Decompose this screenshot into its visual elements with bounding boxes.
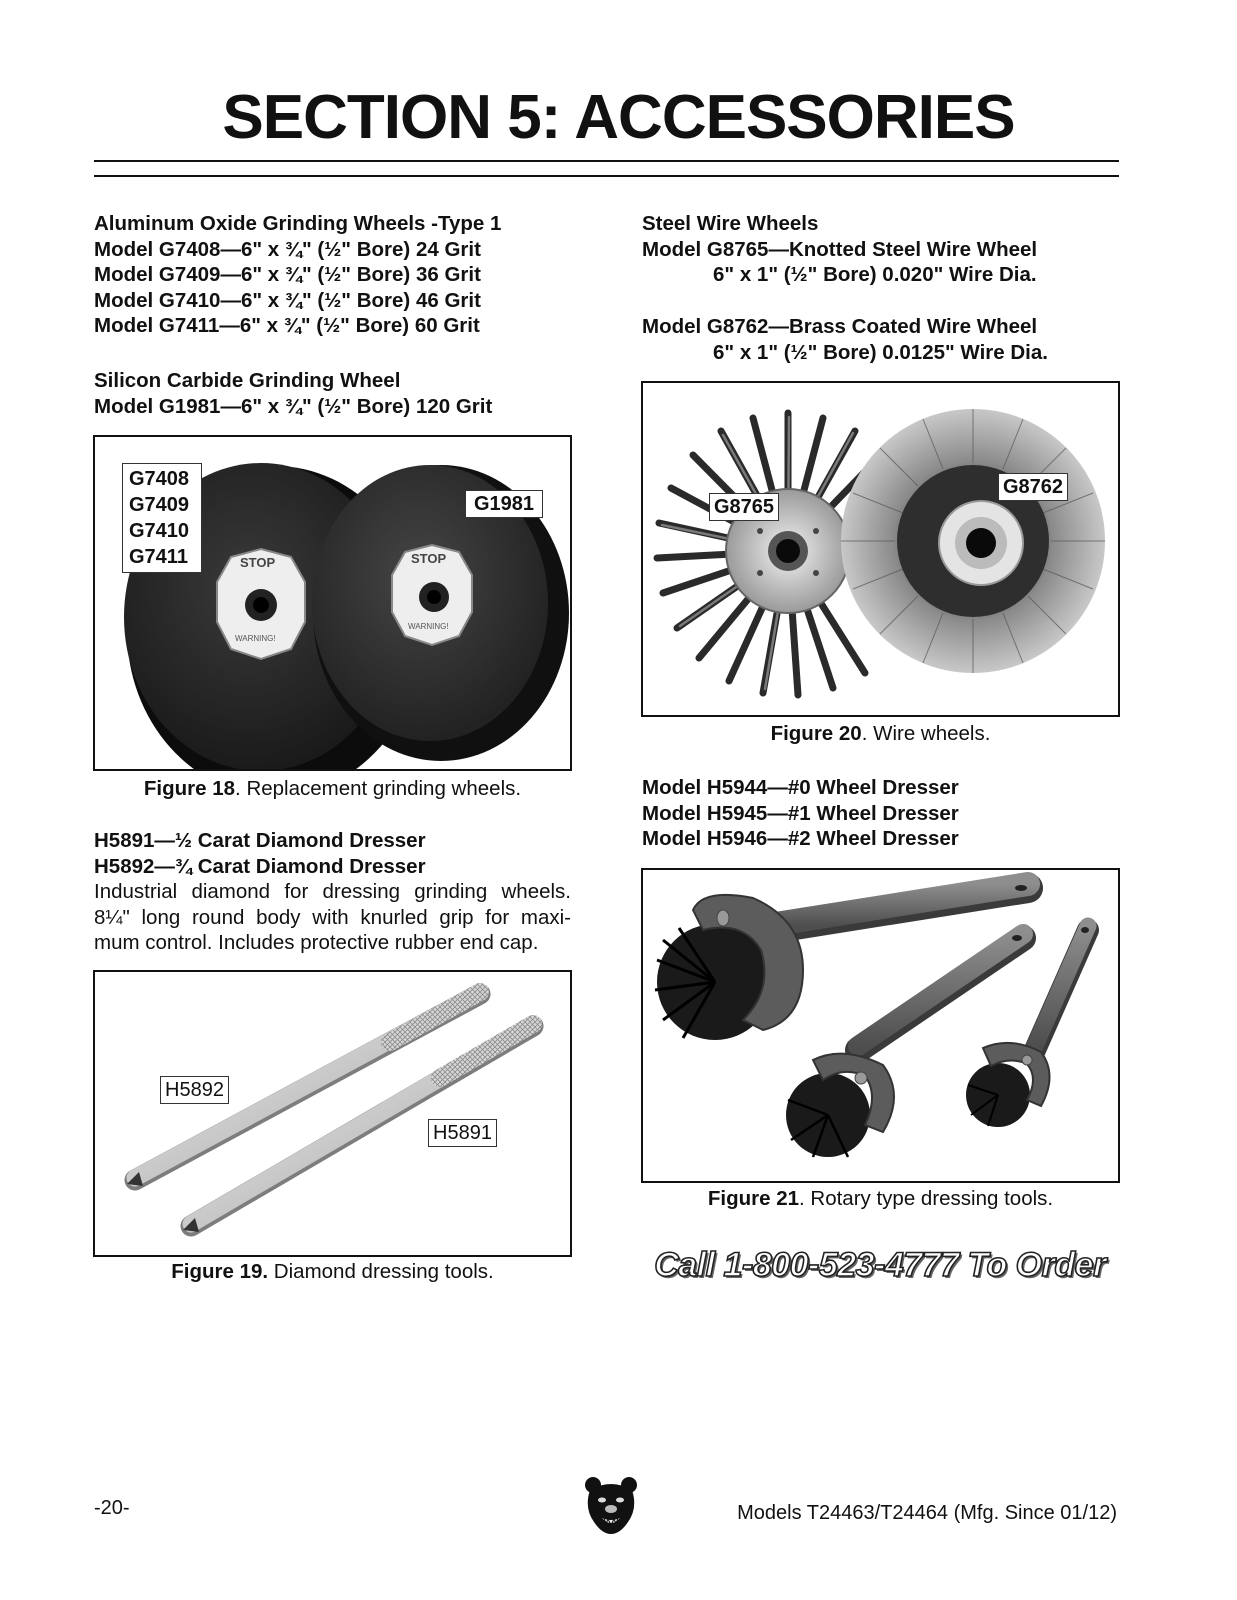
figure-18-number: Figure 18 <box>143 777 236 800</box>
fig20-label-g8765: G8765 <box>709 493 779 521</box>
page-title: SECTION 5: ACCESSORIES <box>222 83 1015 152</box>
g8762-model: Model G8762—Brass Coated Wire Wheel <box>642 315 1038 338</box>
figure-21-text: . Rotary type dressing tools. <box>799 1187 1054 1210</box>
brass-wire-block <box>642 314 1122 365</box>
fig18-label: G7411 <box>129 546 188 568</box>
silicon-heading: Silicon Carbide Grinding Wheel <box>94 369 401 392</box>
steel-wire-block <box>642 211 1122 288</box>
figure-19-text: Diamond dressing tools. <box>268 1260 494 1283</box>
diamond-desc-line: mum control. Includes protective rubber end cap. <box>94 931 539 955</box>
grizzly-bear-icon <box>584 1476 638 1536</box>
diamond-desc-line: Industrial diamond for dressing grinding wheels. <box>94 880 571 904</box>
g8765-spec: 6" x 1" (½" Bore) 0.020" Wire Dia. <box>713 263 1037 287</box>
figure-19-box <box>93 970 572 1257</box>
footer-models: Models T24463/T24464 (Mfg. Since 01/12) <box>737 1502 1117 1524</box>
fig19-label-h5891: H5891 <box>428 1119 497 1147</box>
figure-21-box <box>641 868 1120 1183</box>
figure-18-box <box>93 435 572 771</box>
title-rule-top <box>94 160 1119 162</box>
page-number: -20- <box>94 1497 130 1519</box>
figure-20-text: . Wire wheels. <box>861 722 991 745</box>
dresser-model: Model H5944—#0 Wheel Dresser <box>642 776 959 799</box>
diamond-model: H5892—¾ Carat Diamond Dresser <box>94 854 426 878</box>
fig18-label-g1981: G1981 <box>465 490 543 518</box>
rotary-dressers-image <box>643 870 1118 1181</box>
fig19-label-h5892: H5892 <box>160 1076 229 1104</box>
grinding-model: Model G7410—6" x ¾" (½" Bore) 46 Grit <box>94 288 481 312</box>
grinding-model: Model G7409—6" x ¾" (½" Bore) 36 Grit <box>94 263 481 287</box>
figure-21-caption <box>641 1187 1120 1211</box>
g8762-spec: 6" x 1" (½" Bore) 0.0125" Wire Dia. <box>713 340 1048 364</box>
svg-text:WARNING!: WARNING! <box>408 622 449 631</box>
fig18-label: G7410 <box>129 520 190 542</box>
fig18-label-group <box>122 463 202 573</box>
grinding-heading: Aluminum Oxide Grinding Wheels -Type 1 <box>94 212 502 235</box>
fig20-label-g8762: G8762 <box>998 473 1068 501</box>
diamond-desc-line: 8¼" long round body with knurled grip for maxi- <box>94 905 571 929</box>
figure-20-number: Figure 20 <box>770 722 862 745</box>
figure-20-caption <box>641 722 1120 746</box>
dresser-model: Model H5946—#2 Wheel Dresser <box>642 827 959 851</box>
wire-wheels-image <box>643 383 1118 715</box>
silicon-carbide-block <box>94 368 574 419</box>
figure-18-text: . Replacement grinding wheels. <box>235 777 522 800</box>
g8765-model: Model G8765—Knotted Steel Wire Wheel <box>642 237 1038 261</box>
fig18-label: G7409 <box>129 494 190 516</box>
diamond-dresser-block <box>94 828 571 956</box>
svg-text:WARNING!: WARNING! <box>235 634 276 643</box>
svg-text:STOP: STOP <box>240 555 276 570</box>
figure-21-number: Figure 21 <box>707 1187 800 1210</box>
wheel-dresser-block <box>642 775 1122 852</box>
grinding-wheels-block <box>94 211 574 339</box>
grinding-model: Model G7411—6" x ¾" (½" Bore) 60 Grit <box>94 314 480 338</box>
figure-19-number: Figure 19. <box>171 1260 269 1283</box>
dresser-model: Model H5945—#1 Wheel Dresser <box>642 801 959 825</box>
fig18-label: G7408 <box>129 468 190 490</box>
svg-text:STOP: STOP <box>411 551 447 566</box>
diamond-tools-image <box>95 972 570 1255</box>
figure-20-box <box>641 381 1120 717</box>
call-to-order-banner: Call 1-800-523-4777 To Order <box>654 1246 1106 1284</box>
silicon-model: Model G1981—6" x ¾" (½" Bore) 120 Grit <box>94 394 493 418</box>
title-rule-bottom <box>94 175 1119 177</box>
figure-19-caption <box>93 1260 572 1284</box>
steel-heading: Steel Wire Wheels <box>642 212 819 235</box>
grinding-model: Model G7408—6" x ¾" (½" Bore) 24 Grit <box>94 237 481 261</box>
diamond-model: H5891—½ Carat Diamond Dresser <box>94 829 426 852</box>
figure-18-caption <box>93 777 572 801</box>
